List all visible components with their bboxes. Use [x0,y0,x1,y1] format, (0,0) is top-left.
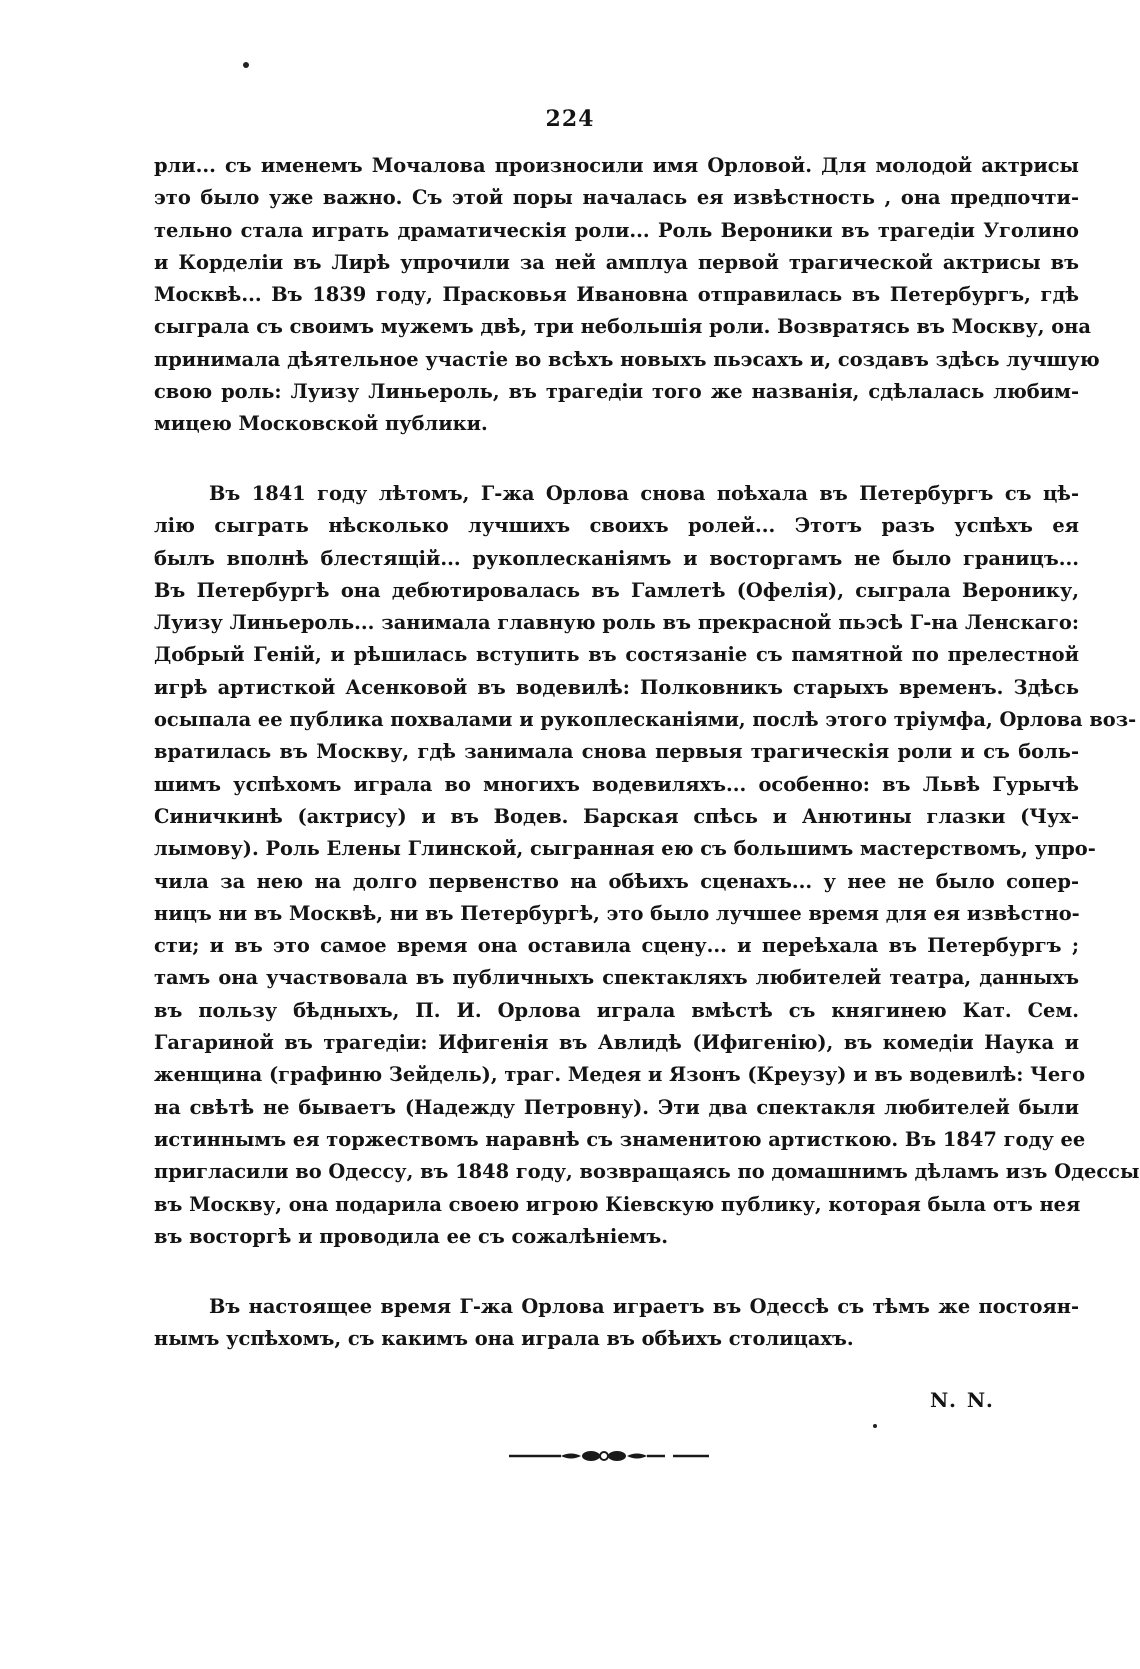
text-line: лымову). Роль Елены Глинской, сыгранная ею съ большимъ мастерствомъ, упро- [154,837,1096,861]
text-line: ницъ ни въ Москвѣ, ни въ Петербургѣ, это было лучшее время для ея извѣстно- [154,901,1080,925]
text-line: мицею Московской публики. [154,412,488,436]
text-line: и Корделіи въ Лирѣ упрочили за ней амплуа первой трагической актрисы въ [154,250,1079,274]
text-line: Синичкинѣ (актрису) и въ Водев. Барская спѣсь и Анютины глазки (Чух- [154,804,1079,828]
paragraph-3 [154,1291,1079,1356]
text-line: осыпала ее публика похвалами и рукоплесканіями, послѣ этого тріумфа, Орлова воз- [154,708,1137,732]
text-line: сыграла съ своимъ мужемъ двѣ, три небольшія роли. Возвратясь въ Москву, она [154,315,1091,339]
text-line: женщина (графиню Зейдель), траг. Медея и Язонъ (Креузу) и въ водевилѣ: Чего [154,1063,1086,1087]
paragraph-1 [154,150,1100,441]
text-line: лію сыграть нѣсколько лучшихъ своихъ ролей... Этотъ разъ успѣхъ ея [154,514,1079,538]
text-line: Луизу Линьероль... занимала главную роль въ прекрасной пьэсѣ Г-на Ленскаго: [154,611,1079,635]
text-line: нымъ успѣхомъ, съ какимъ она играла въ обѣихъ столицахъ. [154,1327,854,1351]
ink-speck [873,1424,877,1428]
text-line: пригласили во Одессу, въ 1848 году, возвращаясь по домашнимъ дѣламъ изъ Одессы [154,1160,1140,1184]
text-line: вратилась въ Москву, гдѣ занимала снова первыя трагическія роли и съ боль- [154,740,1079,764]
text-line: свою роль: Луизу Линьероль, въ трагедіи того же названія, сдѣлалась любим- [154,380,1079,404]
text-line: тамъ она участвовала въ публичныхъ спектакляхъ любителей театра, данныхъ [154,966,1079,990]
text-line: въ пользу бѣдныхъ, П. И. Орлова играла вмѣстѣ съ княгинею Кат. Сем. [154,998,1079,1022]
ink-speck [243,62,249,68]
text-line: игрѣ артисткой Асенковой въ водевилѣ: Полковникъ старыхъ временъ. Здѣсь [154,675,1079,699]
text-line: Въ 1841 году лѣтомъ, Г-жа Орлова снова поѣхала въ Петербургъ съ цѣ- [209,482,1079,505]
text-line: Въ настоящее время Г-жа Орлова играетъ въ Одессѣ съ тѣмъ же постоян- [209,1295,1079,1318]
text-line: это было уже важно. Съ этой поры началась ея извѣстность , она предпочти- [154,186,1079,210]
page-number: 224 [545,106,595,132]
text-line: принимала дѣятельное участіе во всѣхъ новыхъ пьэсахъ и, создавъ здѣсь лучшую [154,347,1100,371]
text-line: чила за нею на долго первенство на обѣихъ сценахъ... у нее не было сопер- [154,869,1079,893]
text-line: истиннымъ ея торжествомъ наравнѣ съ знаменитою артисткою. Въ 1847 году ее [154,1127,1086,1151]
paragraph-2 [154,478,1140,1253]
text-line: Москвѣ... Въ 1839 году, Прасковья Ивановна отправилась въ Петербургъ, гдѣ [154,283,1079,307]
text-line: былъ вполнѣ блестящій... рукоплесканіямъ и восторгамъ не было границъ... [154,546,1079,570]
text-line: сти; и въ это самое время она оставила сцену... и переѣхала въ Петербургъ ; [154,934,1079,958]
text-line: Въ Петербургѣ она дебютировалась въ Гамлетѣ (Офелія), сыграла Веронику, [154,578,1079,602]
text-line: тельно стала играть драматическія роли... Роль Вероники въ трагедіи Уголино [154,218,1079,242]
text-line: Гагариной въ трагедіи: Ифигенія въ Авлидѣ (Ифигенію), въ комедіи Наука и [154,1031,1079,1055]
signature: N. N. [930,1388,995,1412]
text-line: Добрый Геній, и рѣшилась вступить въ состязаніе съ памятной по прелестной [154,643,1079,667]
text-line: въ восторгѣ и проводила ее съ сожалѣніемъ. [154,1224,669,1248]
text-line: шимъ успѣхомъ играла во многихъ водевиляхъ... особенно: въ Львѣ Гурычѣ [154,772,1079,796]
ornament-divider-icon [509,1446,709,1466]
text-line: рли... съ именемъ Мочалова произносили имя Орловой. Для молодой актрисы [154,154,1079,177]
text-line: на свѣтѣ не бываетъ (Надежду Петровну). Эти два спектакля любителей были [154,1095,1079,1119]
text-line: въ Москву, она подарила своею игрою Кіевскую публику, которая была отъ нея [154,1192,1081,1216]
